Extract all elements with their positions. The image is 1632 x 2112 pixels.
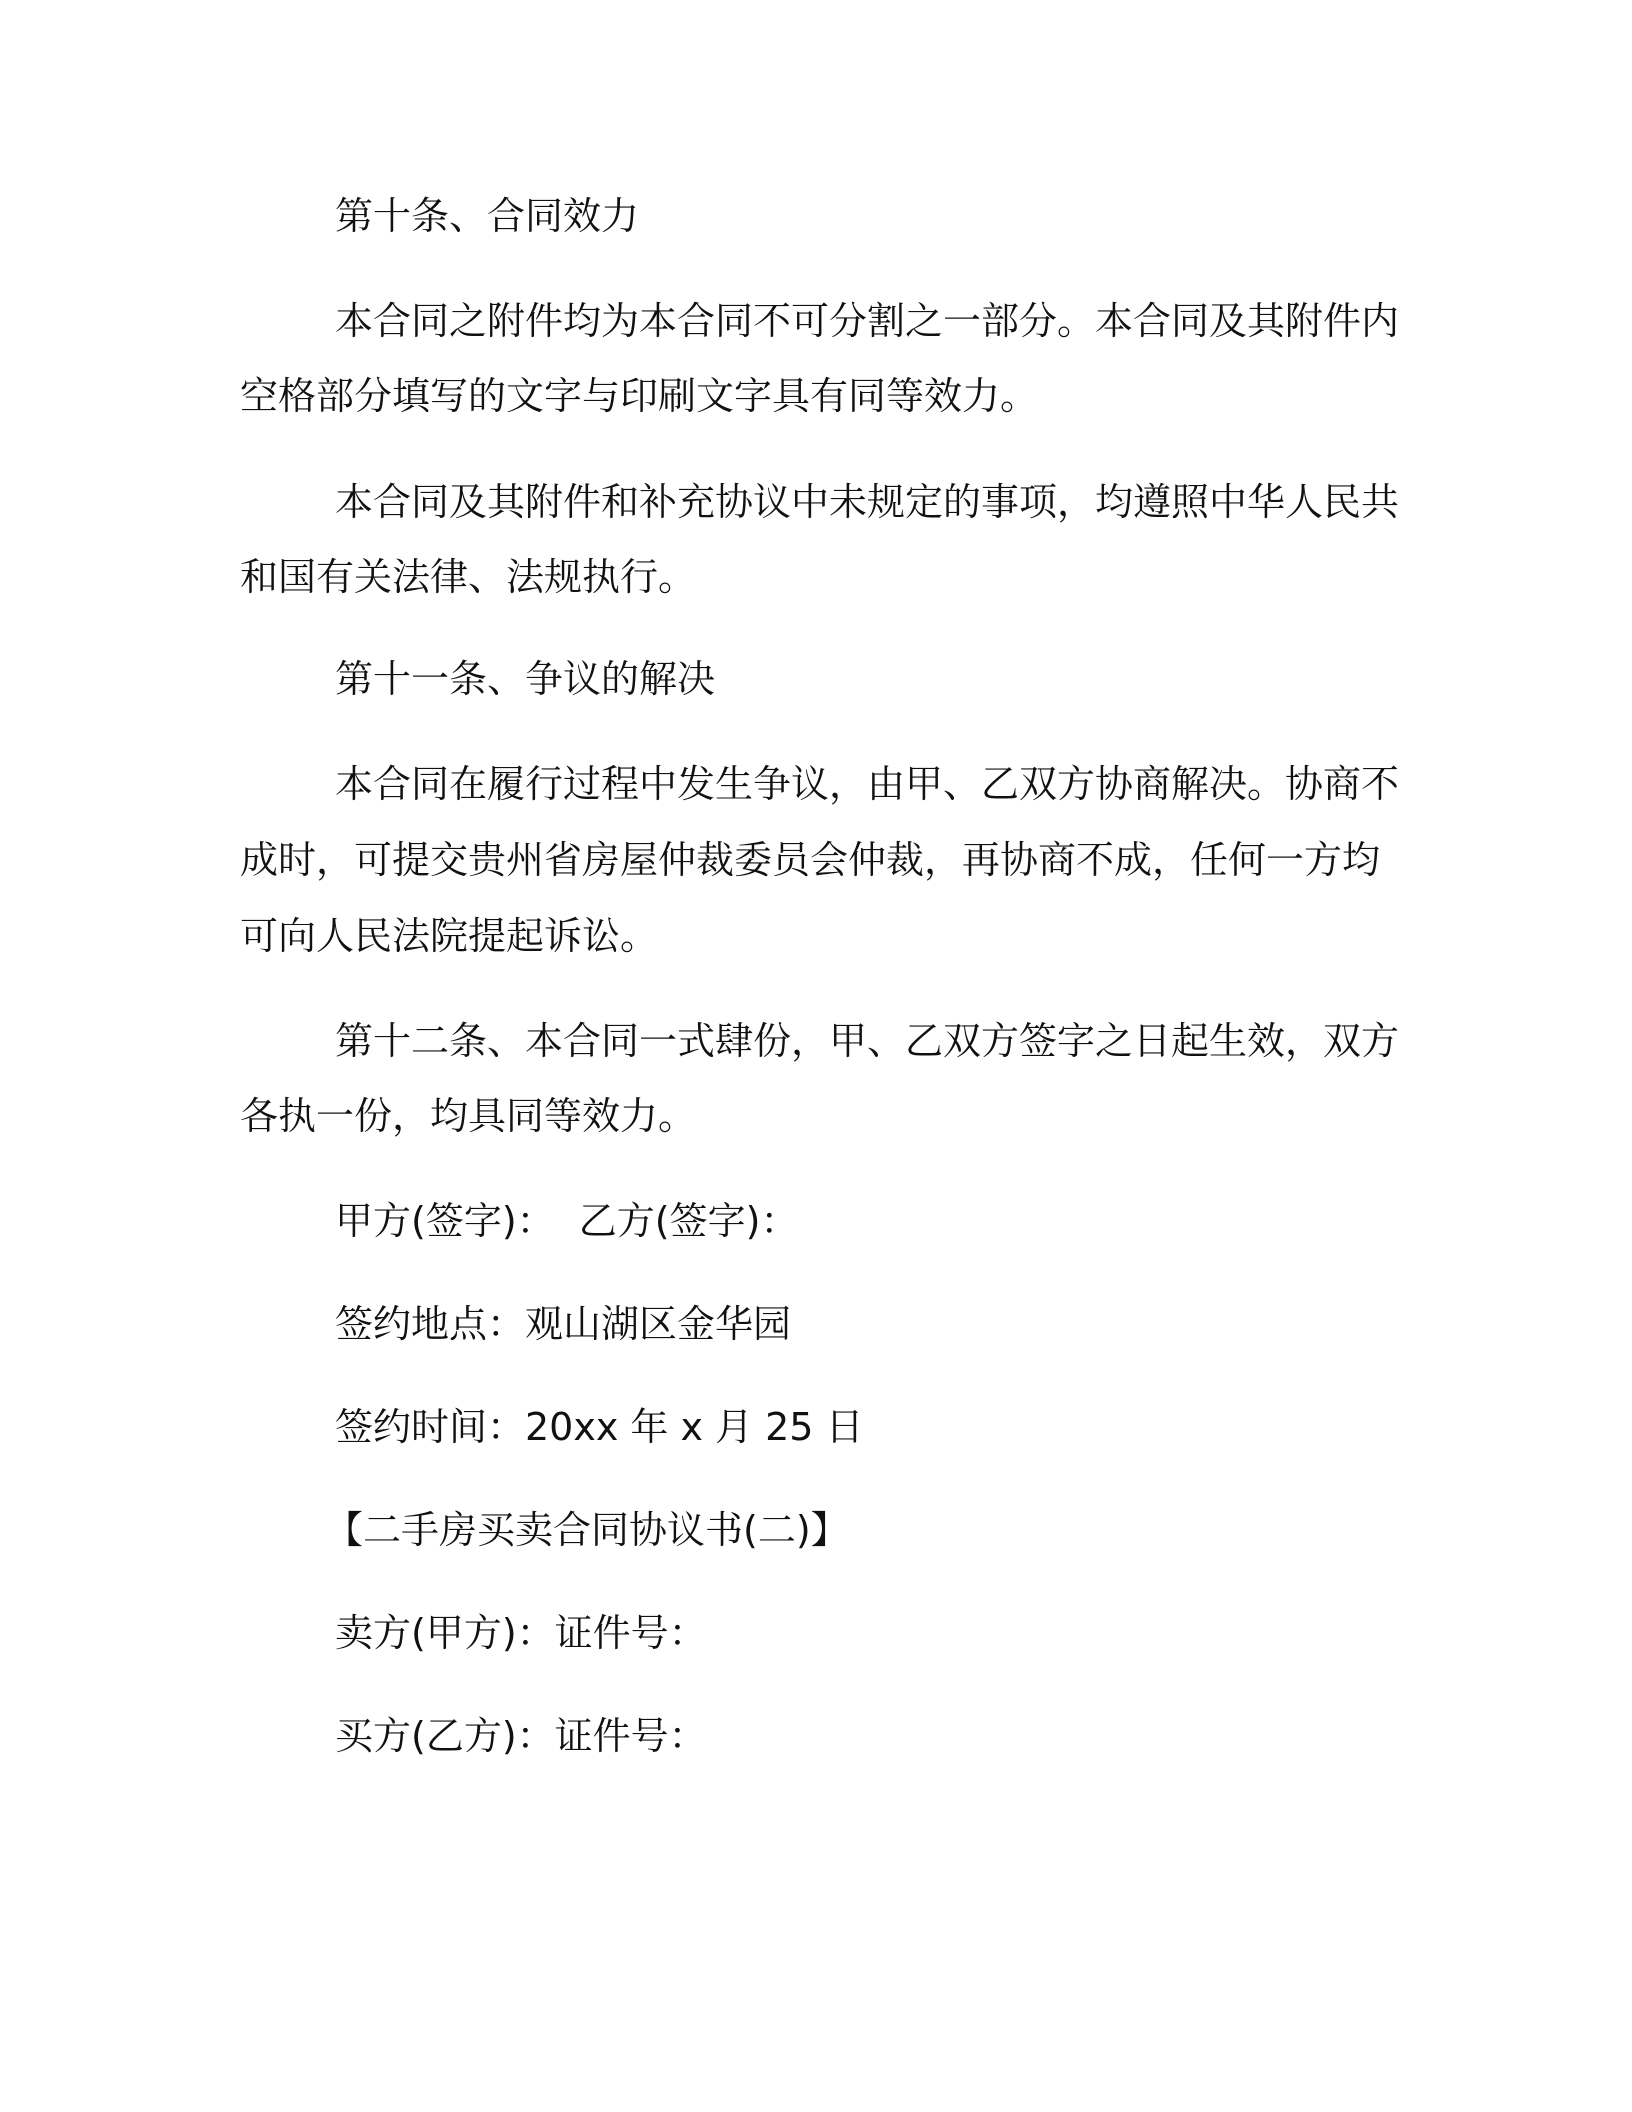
section2-title: 【二手房买卖合同协议书(二)】 (325, 1508, 849, 1552)
signing-time: 签约时间：20xx 年 x 月 25 日 (335, 1405, 864, 1449)
signature-line: 甲方(签字)： 乙方(签字)： (335, 1199, 799, 1243)
article10-paragraph2-line1: 本合同及其附件和补充协议中未规定的事项，均遵照中华人民共 (335, 480, 1400, 524)
article11-paragraph-line2: 成时，可提交贵州省房屋仲裁委员会仲裁，再协商不成，任何一方均 (240, 838, 1381, 882)
buyer-line: 买方(乙方)：证件号： (335, 1714, 707, 1758)
article12-line2: 各执一份，均具同等效力。 (240, 1094, 697, 1138)
article10-paragraph1-line1: 本合同之附件均为本合同不可分割之一部分。本合同及其附件内 (335, 299, 1400, 343)
article11-paragraph-line3: 可向人民法院提起诉讼。 (240, 914, 659, 958)
article10-heading: 第十条、合同效力 (335, 194, 640, 238)
article12-line1: 第十二条、本合同一式肆份，甲、乙双方签字之日起生效，双方 (335, 1019, 1400, 1063)
article10-paragraph1-line2: 空格部分填写的文字与印刷文字具有同等效力。 (240, 374, 1039, 418)
seller-line: 卖方(甲方)：证件号： (335, 1611, 707, 1655)
article11-paragraph-line1: 本合同在履行过程中发生争议，由甲、乙双方协商解决。协商不 (335, 762, 1400, 806)
article10-paragraph2-line2: 和国有关法律、法规执行。 (240, 555, 697, 599)
article11-heading: 第十一条、争议的解决 (335, 657, 716, 701)
signing-place: 签约地点：观山湖区金华园 (335, 1302, 792, 1346)
